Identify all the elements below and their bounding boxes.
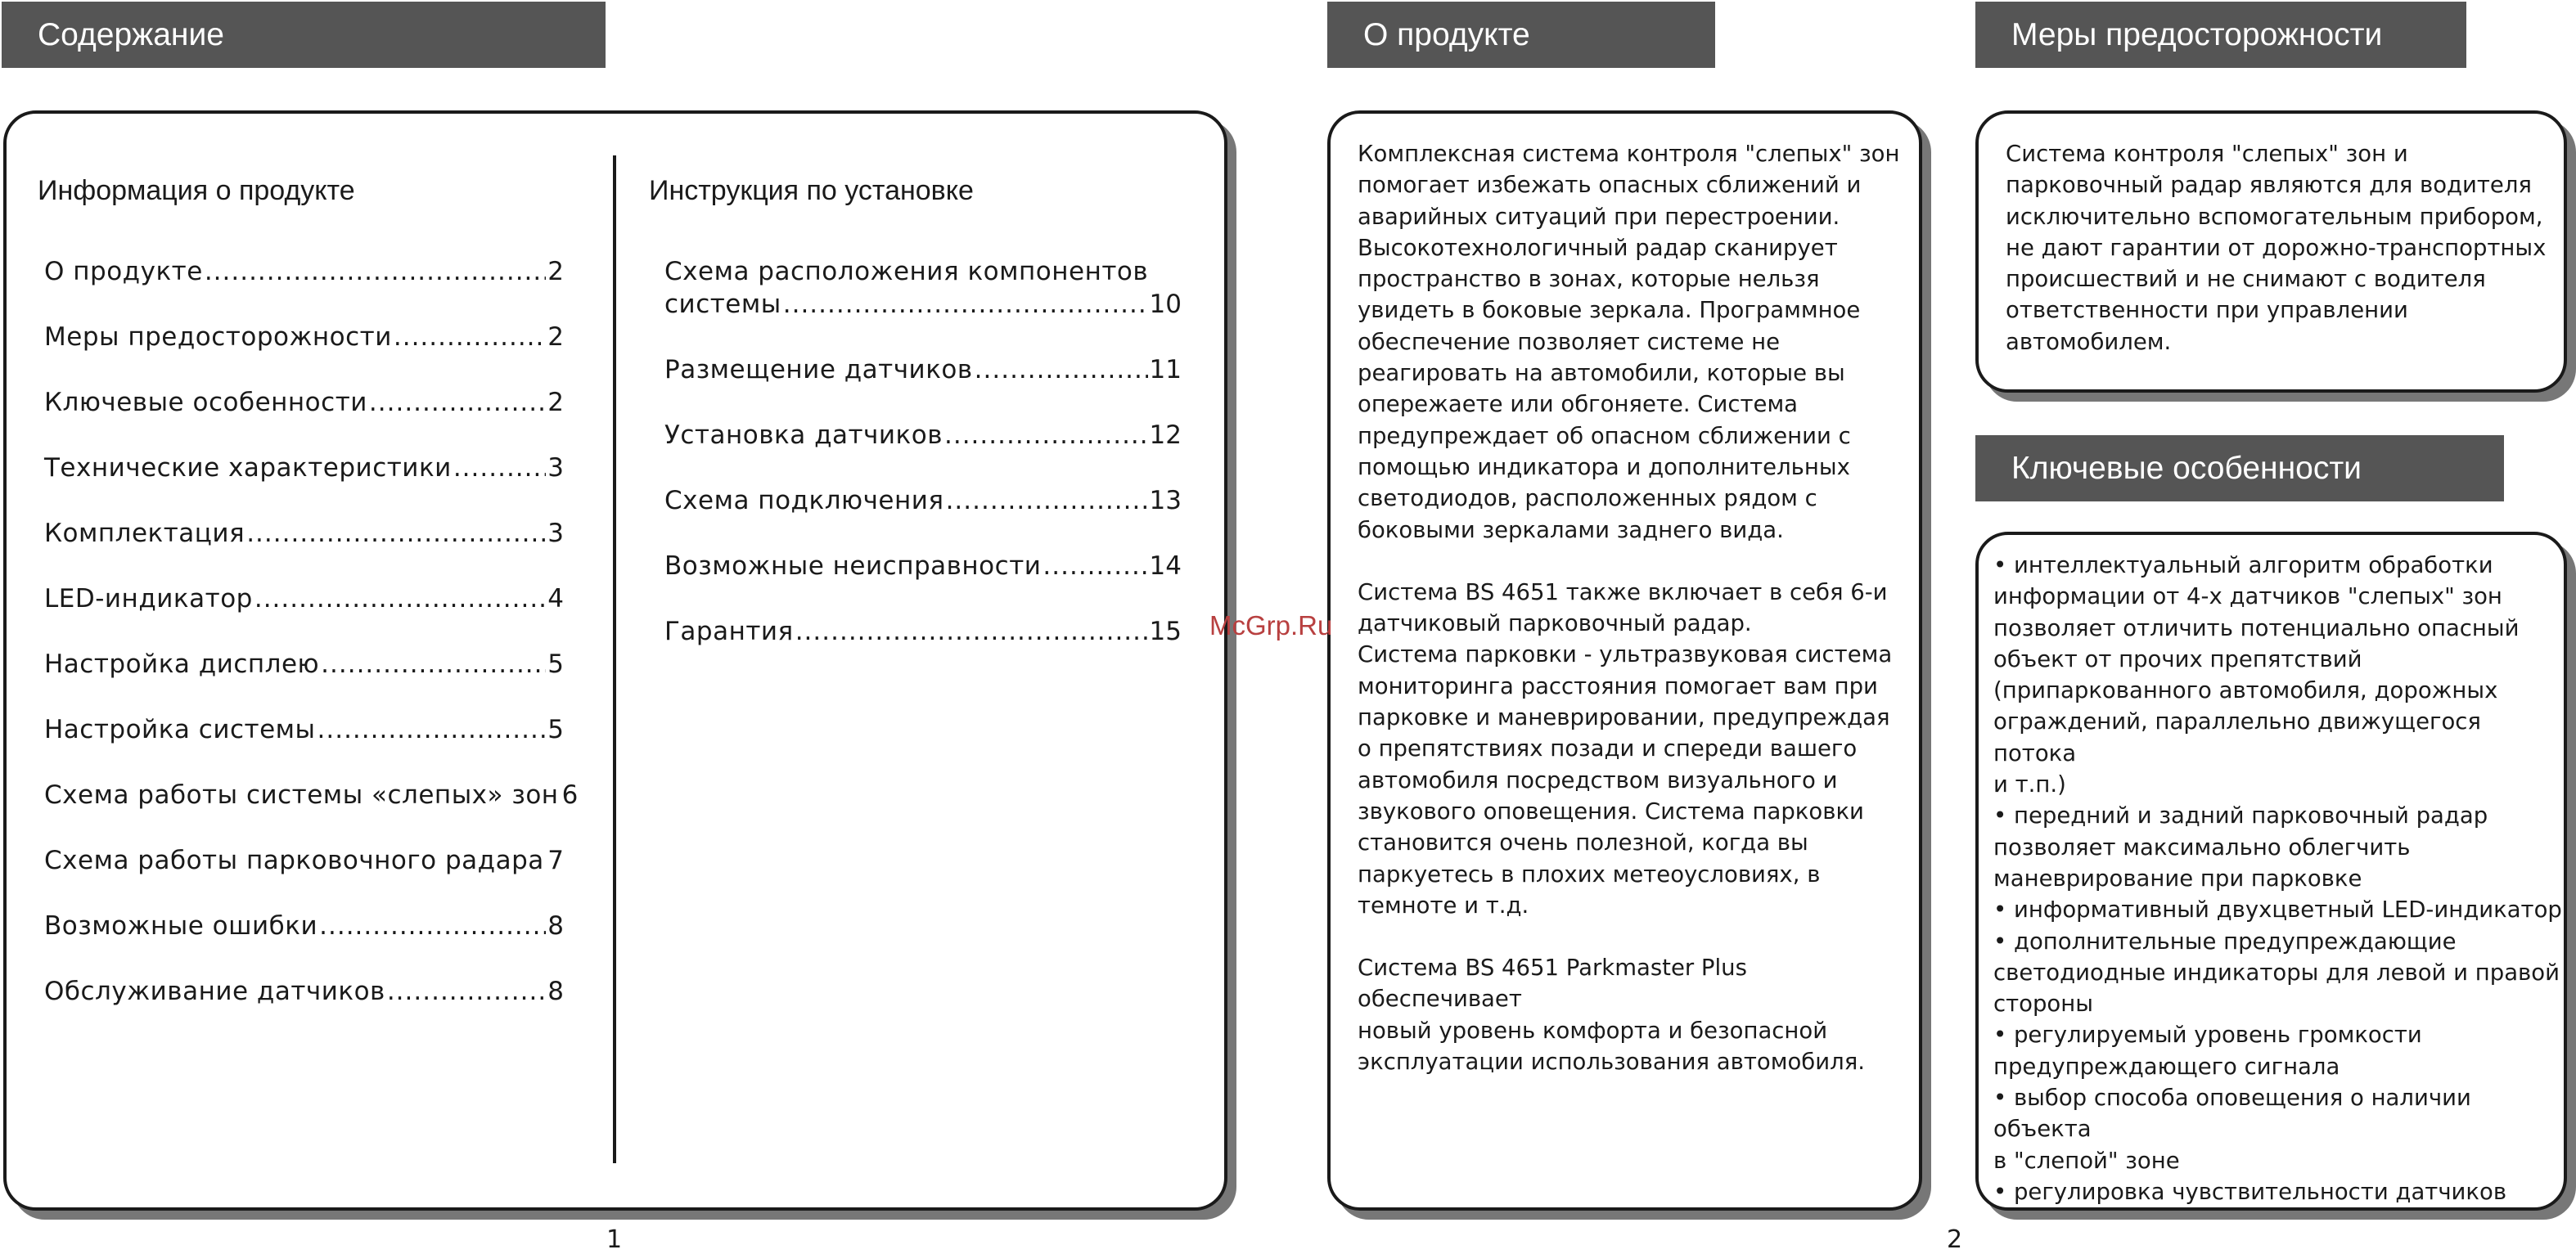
toc-item-wiring[interactable]: Схема подключения ..... 13: [664, 484, 1182, 517]
header-precautions-text: Меры предосторожности: [2011, 16, 2383, 52]
page-number-left: 1: [606, 1225, 623, 1254]
toc-item-faults[interactable]: Возможные неисправности ..... 14: [664, 550, 1182, 582]
header-precautions: [1975, 2, 2466, 68]
header-about-text: О продукте: [1363, 16, 1530, 52]
toc-item-warranty[interactable]: Гарантия ..... 15: [664, 615, 1182, 648]
header-contents: [2, 2, 606, 68]
toc-item-display-setup[interactable]: Настройка дисплею ..... 5: [44, 648, 564, 681]
toc-right-title: Инструкция по установке: [649, 175, 974, 206]
header-contents-text: Содержание: [38, 16, 224, 52]
toc-item-blindspot-scheme[interactable]: Схема работы системы «слепых» зон 6: [44, 780, 579, 810]
toc-item-sensor-placement[interactable]: Размещение датчиков ..... 11: [664, 353, 1182, 386]
page-number-right: 2: [1947, 1225, 1963, 1254]
toc-item-sensor-install[interactable]: Установка датчиков ..... 12: [664, 419, 1182, 452]
about-text: [1358, 138, 1914, 1108]
about-paragraph-1: Комплексная система контроля "слепых" зон помогает избежать опасных сближений и аварийных ситуаций при перестроении. Высокотехнологичный радар сканирует пространство в зонах, которые нельзя увидеть в боковые зеркала. Программное обеспечение позволяет системе не реагировать на автомобили, которые вы опережаете или обгоняете. Система предупреждает об опасном сближении с помощью индикатора и дополнительных светодиодов, расположенных рядом с боковыми зеркалами заднего вида.: [1358, 141, 1900, 543]
header-about: [1327, 2, 1715, 68]
about-paragraph-3: Система BS 4651 Parkmaster Plus обеспечивает новый уровень комфорта и безопасной эксплуатации использования автомобиля.: [1358, 955, 1865, 1076]
toc-item-parking-scheme[interactable]: Схема работы парковочного радара ..... 7: [44, 844, 564, 877]
precautions-text: Система контроля "слепых" зон и парковочный радар являются для водителя исключительно вспомогательным прибором, не дают гарантии от дорожно-транспортных происшествий и не снимают с водителя ответственности при управлении автомобилем.: [2006, 141, 2547, 355]
toc-right-list: [664, 255, 1182, 681]
features-text: • интеллектуальный алгоритм обработки информации от 4-х датчиков "слепых" зон позволяет отличить потенциально опасный объект от прочих препятствий (припаркованного автомобиля, дорожных ограждений, параллельно движущегося потока и т.п.) • передний и задний парковочный радар позволяет максимально облегчить маневрирование при парковке • информативный двухцветный LED-индикатор • дополнительные предупреждающие светодиодные индикаторы для левой и правой стороны • регулируемый уровень громкости предупреждающего сигнала • выбор способа оповещения о наличии объекта в "слепой" зоне • регулировка чувствительности датчиков: [1993, 552, 2562, 1205]
about-paragraph-2: Система BS 4651 также включает в себя 6-и датчиковый парковочный радар. Система парковки - ультразвуковая система мониторинга расстояния помогает вам при парковке и маневрировании, предупреждая о препятствиях позади и спереди вашего автомобиля посредством визуального и звукового оповещения. Система парковки становится очень полезной, когда вы паркуетесь в плохих метеоусловиях, в темноте и т.д.: [1358, 578, 1893, 919]
toc-item-precautions[interactable]: Меры предосторожности ..... 2: [44, 321, 564, 353]
contents-divider: [613, 155, 616, 1163]
toc-item-led[interactable]: LED-индикатор ..... 4: [44, 582, 564, 615]
toc-item-features[interactable]: Ключевые особенности ..... 2: [44, 386, 564, 419]
header-features-text: Ключевые особенности: [2011, 450, 2362, 486]
toc-item-errors[interactable]: Возможные ошибки ..... 8: [44, 910, 564, 942]
watermark: McGrp.Ru: [1209, 610, 1333, 640]
toc-item-package[interactable]: Комплектация ..... 3: [44, 517, 564, 550]
toc-item-components-scheme-line1: Схема расположения компонентов: [664, 257, 1149, 286]
toc-left-title: Информация о продукте: [38, 175, 355, 206]
toc-item-components-scheme[interactable]: Схема расположения компонентов системы ..... 10: [664, 255, 1182, 321]
toc-item-specs[interactable]: Технические характеристики ..... 3: [44, 452, 564, 484]
toc-item-about[interactable]: О продукте ..... 2: [44, 255, 564, 288]
toc-left-list: [44, 255, 579, 1041]
toc-item-system-setup[interactable]: Настройка системы ..... 5: [44, 713, 564, 746]
header-features: [1975, 435, 2504, 501]
toc-item-maintenance[interactable]: Обслуживание датчиков ..... 8: [44, 975, 564, 1008]
